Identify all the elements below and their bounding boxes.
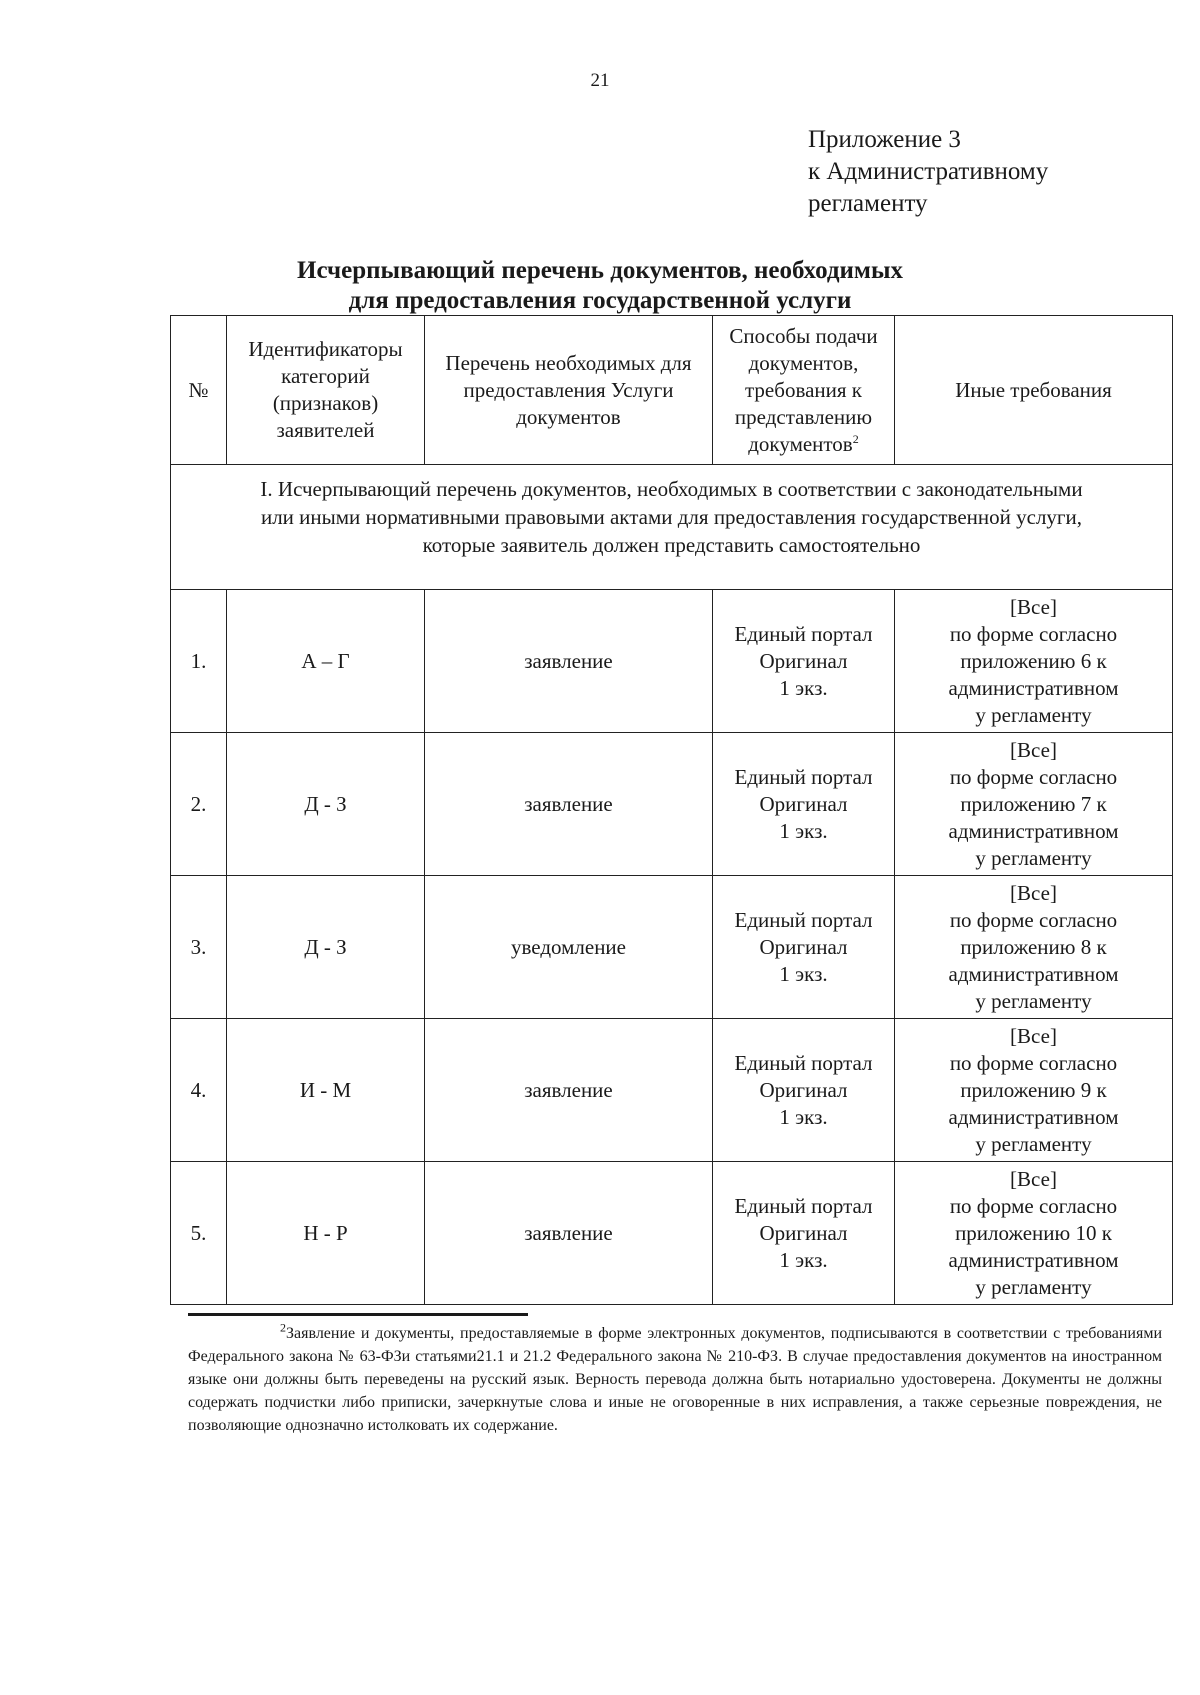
cell-identifiers: А – Г [227, 590, 425, 733]
requirement-line: административном [948, 961, 1119, 986]
header-line-text: документов [748, 431, 853, 456]
method-line: Единый портал [734, 764, 873, 789]
requirement-line: административном [948, 1104, 1119, 1129]
requirement-line: [Все] [1010, 737, 1057, 762]
cell-number: 5. [171, 1162, 227, 1305]
requirement-line: по форме согласно [949, 621, 1118, 646]
method-line: 1 экз. [779, 1247, 828, 1272]
header-line: Идентификаторы [248, 337, 403, 361]
requirement-line: по форме согласно [949, 1193, 1118, 1218]
cell-submission-method [713, 876, 895, 1019]
cell-submission-method [713, 733, 895, 876]
table-row [171, 733, 1173, 876]
cell-other-requirements [895, 876, 1173, 1019]
requirement-line: административном [948, 1247, 1119, 1272]
section-line: или иными нормативными правовыми актами для предоставления государственной услуги, [260, 505, 1083, 529]
cell-identifiers: Д - З [227, 733, 425, 876]
header-line: требования к [745, 377, 862, 402]
requirement-line: у регламенту [975, 845, 1092, 870]
requirement-line: у регламенту [975, 702, 1092, 727]
requirement-line: административном [948, 818, 1119, 843]
cell-submission-method [713, 1162, 895, 1305]
section-line: I. Исчерпывающий перечень документов, необходимых в соответствии с законодательными [260, 477, 1083, 501]
cell-document: заявление [425, 1162, 713, 1305]
requirement-line: по форме согласно [949, 907, 1118, 932]
header-line: документов [516, 404, 621, 429]
method-line: 1 экз. [779, 818, 828, 843]
table-row [171, 876, 1173, 1019]
appendix-line: к Административному [808, 158, 1049, 185]
cell-submission-method [713, 1019, 895, 1162]
requirement-line: [Все] [1010, 1166, 1057, 1191]
page-number: 21 [590, 70, 610, 91]
requirement-line: у регламенту [975, 1274, 1092, 1299]
method-line: Оригинал [759, 791, 848, 816]
section-line: которые заявитель должен представить самостоятельно [422, 533, 921, 557]
requirement-line: приложению 10 к [955, 1220, 1112, 1245]
method-line: Единый портал [734, 1050, 873, 1075]
documents-table [170, 315, 1173, 1305]
requirement-line: приложению 6 к [960, 648, 1107, 673]
section-row [171, 465, 1173, 590]
footnote-mark: 2 [280, 1320, 286, 1335]
footnote-separator [188, 1313, 528, 1316]
section-heading [171, 465, 1173, 590]
cell-number: 3. [171, 876, 227, 1019]
requirement-line: [Все] [1010, 880, 1057, 905]
cell-identifiers: И - М [227, 1019, 425, 1162]
cell-other-requirements [895, 733, 1173, 876]
cell-document: заявление [425, 1019, 713, 1162]
footnote-mark: 2 [852, 431, 859, 446]
header-identifiers [227, 316, 425, 465]
method-line: 1 экз. [779, 675, 828, 700]
cell-document: уведомление [425, 876, 713, 1019]
cell-number: 1. [171, 590, 227, 733]
cell-other-requirements [895, 1019, 1173, 1162]
header-line: предоставления Услуги [463, 377, 674, 402]
footnote [188, 1322, 1162, 1437]
requirement-line: [Все] [1010, 1023, 1057, 1048]
header-line: Способы подачи [729, 323, 878, 348]
cell-submission-method [713, 590, 895, 733]
requirement-line: административном [948, 675, 1119, 700]
method-line: Единый портал [734, 1193, 873, 1218]
cell-other-requirements [895, 1162, 1173, 1305]
appendix-line: регламенту [808, 190, 928, 217]
method-line: Оригинал [759, 934, 848, 959]
header-number: № [171, 316, 227, 465]
cell-document: заявление [425, 590, 713, 733]
table-row [171, 590, 1173, 733]
header-line: заявителей [276, 418, 375, 442]
cell-number: 4. [171, 1019, 227, 1162]
cell-identifiers: Д - З [227, 876, 425, 1019]
title-line: Исчерпывающий перечень документов, необходимых [297, 257, 903, 284]
header-line: документов, [748, 350, 859, 375]
appendix-line: Приложение 3 [808, 126, 961, 153]
cell-other-requirements [895, 590, 1173, 733]
requirement-line: у регламенту [975, 1131, 1092, 1156]
cell-identifiers: Н - Р [227, 1162, 425, 1305]
requirement-line: у регламенту [975, 988, 1092, 1013]
title-line: для предоставления государственной услуги [348, 287, 852, 314]
header-line: категорий [281, 364, 370, 388]
header-line [717, 431, 890, 458]
header-line: (признаков) [272, 391, 379, 415]
footnote-text: Заявление и документы, предоставляемые в форме электронных документов, подписываются в соответствии с требованиями Федерального закона № 63-ФЗи статьями21.1 и 21.2 Федерального закона № 210-ФЗ. В случае предоставления документов на иностранном языке они должны быть переведены на русский язык. Верность перевода должна быть нотариально удостоверена. Документы не должны содержать подчистки либо приписки, зачеркнутые слова и иные не оговоренные в них исправления, а также серьезные повреждения, не позволяющие однозначно истолковать их содержание. [188, 1325, 1162, 1434]
method-line: Оригинал [759, 1077, 848, 1102]
method-line: 1 экз. [779, 1104, 828, 1129]
requirement-line: приложению 9 к [960, 1077, 1107, 1102]
method-line: Единый портал [734, 621, 873, 646]
cell-document: заявление [425, 733, 713, 876]
header-line: представлению [734, 404, 873, 429]
table-row [171, 1019, 1173, 1162]
header-documents [425, 316, 713, 465]
header-submission-methods [713, 316, 895, 465]
document-title [0, 256, 1200, 316]
method-line: Оригинал [759, 648, 848, 673]
requirement-line: приложению 8 к [960, 934, 1107, 959]
requirement-line: по форме согласно [949, 764, 1118, 789]
requirement-line: [Все] [1010, 594, 1057, 619]
method-line: Единый портал [734, 907, 873, 932]
appendix-reference [808, 124, 1048, 220]
header-other-requirements: Иные требования [895, 316, 1173, 465]
requirement-line: приложению 7 к [960, 791, 1107, 816]
table-row [171, 1162, 1173, 1305]
method-line: 1 экз. [779, 961, 828, 986]
cell-number: 2. [171, 733, 227, 876]
requirement-line: по форме согласно [949, 1050, 1118, 1075]
header-line: Перечень необходимых для [445, 350, 692, 375]
table-header-row [171, 316, 1173, 465]
method-line: Оригинал [759, 1220, 848, 1245]
